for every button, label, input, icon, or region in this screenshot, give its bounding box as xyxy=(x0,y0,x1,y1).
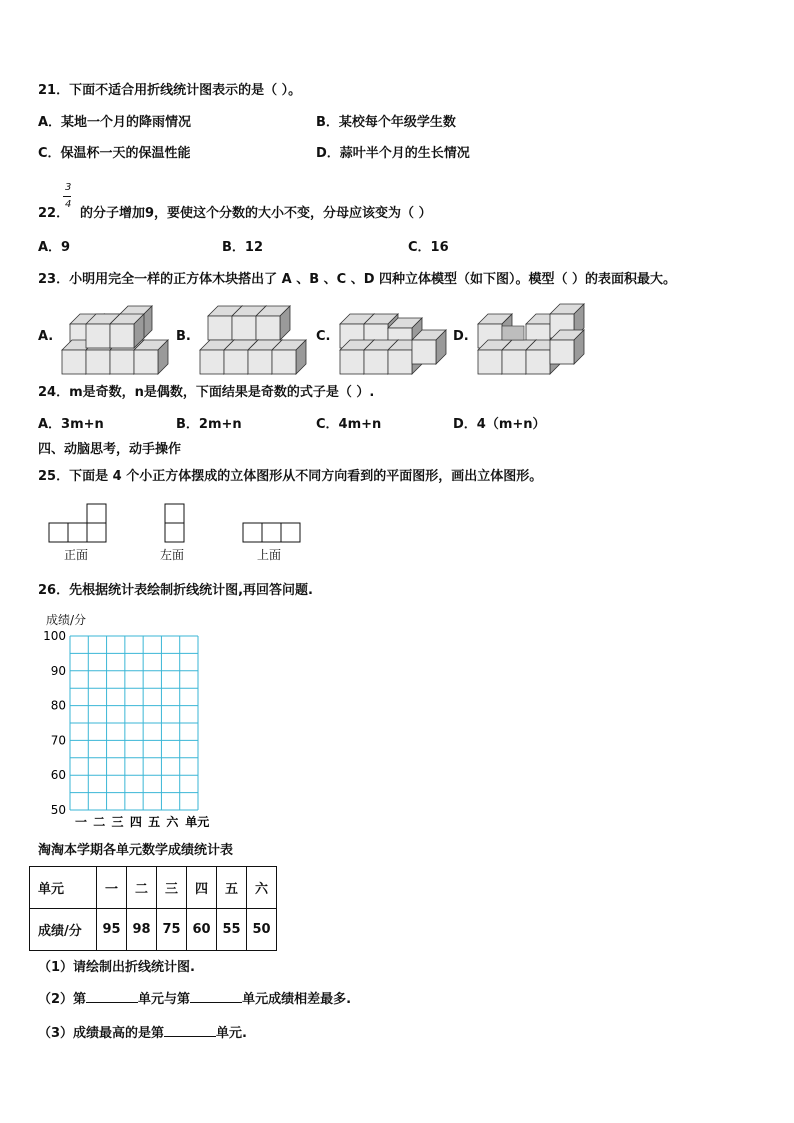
table-cell: 75 xyxy=(157,909,187,951)
q22-option-b: B．12 xyxy=(222,240,263,255)
table-cell: 二 xyxy=(127,867,157,909)
table-cell: 三 xyxy=(157,867,187,909)
table-row xyxy=(30,867,277,909)
q25-stem: 25．下面是 4 个小正方体摆成的立体图形从不同方向看到的平面图形，画出立体图形。 xyxy=(38,469,543,484)
model-c xyxy=(340,314,446,374)
q23-label-b: B. xyxy=(176,329,191,344)
q21-stem: 21．下面不适合用折线统计图表示的是（ ）。 xyxy=(38,83,302,98)
q24-option-c: C．4m+n xyxy=(316,417,382,432)
x-tick-label: 一 xyxy=(74,815,87,829)
table-header-score: 成绩/分 xyxy=(30,909,97,951)
table-header-unit: 单元 xyxy=(30,867,97,909)
q23-label-a: A. xyxy=(38,329,54,344)
q23-stem: 23．小明用完全一样的正方体木块搭出了 A 、B 、C 、D 四种立体模型（如下图）。模型（ ）的表面积最大。 xyxy=(38,272,677,287)
x-tick-label: 六 xyxy=(166,815,179,829)
q26-sub2-part-b: 单元与第 xyxy=(138,992,191,1007)
q26-sub3 xyxy=(38,1024,247,1042)
y-tick-label: 100 xyxy=(43,629,66,643)
table-cell: 98 xyxy=(127,909,157,951)
q24-option-d: D．4（m+n） xyxy=(453,417,546,432)
table-cell: 60 xyxy=(187,909,217,951)
q24-option-a: A．3m+n xyxy=(38,417,104,432)
section-4-title: 四、动脑思考，动手操作 xyxy=(38,442,182,457)
q26-sub3-part-a: （3）成绩最高的是第 xyxy=(38,1026,165,1041)
model-d xyxy=(478,304,584,374)
y-tick-label: 60 xyxy=(50,768,66,783)
q26-stem: 26．先根据统计表绘制折线统计图,再回答问题. xyxy=(38,583,313,598)
x-unit-label: 单元 xyxy=(185,815,210,829)
grid-y-label: 成绩/分 xyxy=(46,613,87,627)
q23-label-d: D. xyxy=(453,329,469,344)
x-tick-label: 五 xyxy=(148,815,161,829)
q22-option-c: C．16 xyxy=(408,240,449,255)
answer-blank[interactable] xyxy=(86,990,138,1003)
y-tick-label: 80 xyxy=(50,698,66,713)
q24-stem: 24．m是奇数，n是偶数，下面结果是奇数的式子是（ ）. xyxy=(38,385,375,400)
answer-blank[interactable] xyxy=(190,990,242,1003)
table-cell: 50 xyxy=(247,909,277,951)
q21-option-b: B．某校每个年级学生数 xyxy=(316,115,456,130)
q21-option-c: C．保温杯一天的保温性能 xyxy=(38,146,191,161)
q22-stem: 的分子增加9，要使这个分数的大小不变，分母应该变为（ ） xyxy=(80,206,432,221)
y-tick-label: 50 xyxy=(50,803,66,817)
q26-sub2-part-c: 单元成绩相差最多. xyxy=(242,992,352,1007)
table-cell: 55 xyxy=(217,909,247,951)
x-tick-label: 三 xyxy=(111,815,124,829)
q26-sub1: （1）请绘制出折线统计图. xyxy=(38,960,195,975)
q23-cube-models xyxy=(0,0,794,400)
q26-sub2 xyxy=(38,990,351,1008)
table-cell: 95 xyxy=(97,909,127,951)
view-label-left: 左面 xyxy=(160,548,185,562)
table-cell: 四 xyxy=(187,867,217,909)
q24-option-b: B．2m+n xyxy=(176,417,242,432)
q22-fraction-numerator: 3 xyxy=(65,182,72,193)
model-a xyxy=(62,306,168,374)
model-b xyxy=(200,306,306,374)
q26-sub3-part-b: 单元. xyxy=(216,1026,247,1041)
score-table xyxy=(29,866,277,951)
q26-sub2-part-a: （2）第 xyxy=(38,992,87,1007)
view-label-top: 上面 xyxy=(257,548,282,562)
table-cell: 一 xyxy=(97,867,127,909)
q21-option-d: D．蒜叶半个月的生长情况 xyxy=(316,146,470,161)
y-tick-label: 70 xyxy=(50,733,66,748)
blank-line-chart-grid xyxy=(0,625,240,835)
q22-fraction-denominator: 4 xyxy=(65,199,72,210)
q22-prefix: 22． xyxy=(38,206,70,221)
view-label-front: 正面 xyxy=(64,548,89,562)
table-row xyxy=(30,909,277,951)
y-tick-label: 90 xyxy=(50,663,66,678)
x-tick-label: 四 xyxy=(129,815,142,829)
table-cell: 六 xyxy=(247,867,277,909)
table-title: 淘淘本学期各单元数学成绩统计表 xyxy=(38,843,234,858)
q22-option-a: A．9 xyxy=(38,240,71,255)
table-cell: 五 xyxy=(217,867,247,909)
x-tick-label: 二 xyxy=(93,815,106,829)
answer-blank[interactable] xyxy=(164,1024,216,1037)
q21-option-a: A．某地一个月的降雨情况 xyxy=(38,115,192,130)
q23-label-c: C. xyxy=(316,329,331,344)
